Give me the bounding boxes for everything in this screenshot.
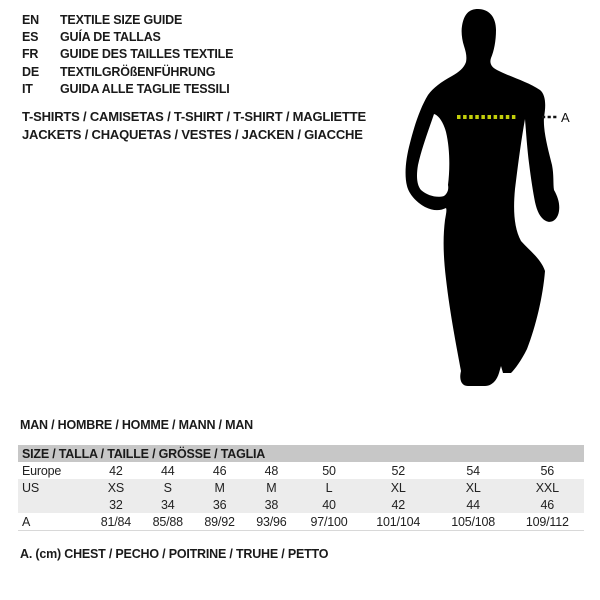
size-cell: S bbox=[163, 480, 172, 495]
size-cell: 42 bbox=[391, 497, 405, 512]
language-label: TEXTILGRÖßENFÜHRUNG bbox=[60, 64, 216, 79]
size-cell: 44 bbox=[466, 497, 480, 512]
category-block bbox=[22, 108, 366, 144]
language-row bbox=[22, 46, 233, 63]
size-cell: M bbox=[214, 480, 225, 495]
row-label bbox=[18, 496, 90, 513]
table-row bbox=[18, 479, 584, 496]
language-code: DE bbox=[22, 64, 39, 79]
language-label: GUIDE DES TAILLES TEXTILE bbox=[60, 47, 234, 62]
language-code: FR bbox=[22, 47, 39, 62]
size-cell: 34 bbox=[160, 497, 175, 512]
man-silhouette bbox=[406, 9, 560, 386]
language-row bbox=[22, 12, 233, 29]
size-cell: XL bbox=[390, 480, 406, 495]
size-cell: L bbox=[325, 480, 333, 495]
language-code: IT bbox=[22, 81, 33, 96]
language-code: ES bbox=[22, 30, 39, 45]
size-cell: 40 bbox=[322, 497, 336, 512]
size-cell: 54 bbox=[466, 463, 480, 478]
table-header-row bbox=[18, 445, 584, 462]
table-header-label: SIZE / TALLA / TAILLE / GRÖSSE / TAGLIA bbox=[18, 445, 584, 462]
size-table bbox=[18, 445, 584, 531]
size-cell: 42 bbox=[109, 463, 123, 478]
category-line-jackets: JACKETS / CHAQUETAS / VESTES / JACKEN / GIACCHE bbox=[22, 127, 363, 142]
language-row bbox=[22, 64, 233, 81]
row-label: A bbox=[22, 514, 31, 529]
row-label: Europe bbox=[22, 463, 62, 478]
measurement-footnote: A. (cm) CHEST / PECHO / POITRINE / TRUHE / PETTO bbox=[20, 547, 329, 561]
table-row bbox=[18, 513, 584, 531]
size-cell: XXL bbox=[535, 480, 559, 495]
size-cell: 101/104 bbox=[376, 514, 421, 529]
size-cell: 48 bbox=[264, 463, 279, 478]
table-row bbox=[18, 462, 584, 479]
man-silhouette-figure bbox=[395, 0, 580, 410]
size-cell: 89/92 bbox=[204, 514, 235, 529]
category-line-tshirts: T-SHIRTS / CAMISETAS / T-SHIRT / T-SHIRT / MAGLIETTE bbox=[22, 109, 366, 124]
table-section-title: MAN / HOMBRE / HOMME / MANN / MAN bbox=[20, 418, 253, 432]
size-cell: 97/100 bbox=[310, 514, 348, 529]
language-list bbox=[22, 12, 233, 98]
language-code: EN bbox=[22, 13, 39, 27]
size-cell: 36 bbox=[212, 497, 227, 512]
language-label: GUÍA DE TALLAS bbox=[60, 30, 161, 45]
size-cell: 93/96 bbox=[256, 514, 287, 529]
size-cell: XS bbox=[107, 480, 125, 495]
size-cell: 105/108 bbox=[451, 514, 496, 529]
measure-label-a: A bbox=[561, 110, 570, 125]
size-cell: 109/112 bbox=[525, 514, 569, 529]
size-cell: 85/88 bbox=[152, 514, 183, 529]
size-table-body bbox=[18, 445, 584, 531]
size-cell: 32 bbox=[109, 497, 123, 512]
size-cell: M bbox=[266, 480, 277, 495]
language-label: GUIDA ALLE TAGLIE TESSILI bbox=[60, 81, 230, 96]
language-row bbox=[22, 29, 233, 46]
language-row bbox=[22, 81, 233, 98]
size-cell: 50 bbox=[322, 463, 336, 478]
size-cell: 56 bbox=[540, 463, 555, 478]
size-cell: XL bbox=[465, 480, 481, 495]
size-cell: 44 bbox=[160, 463, 175, 478]
row-label: US bbox=[22, 480, 39, 495]
size-cell: 81/84 bbox=[100, 514, 132, 529]
man-silhouette-svg bbox=[395, 0, 580, 410]
size-cell: 52 bbox=[391, 463, 405, 478]
size-cell: 46 bbox=[540, 497, 555, 512]
table-row bbox=[18, 496, 584, 513]
language-label: TEXTILE SIZE GUIDE bbox=[60, 13, 183, 27]
size-cell: 46 bbox=[212, 463, 227, 478]
size-cell: 38 bbox=[264, 497, 279, 512]
